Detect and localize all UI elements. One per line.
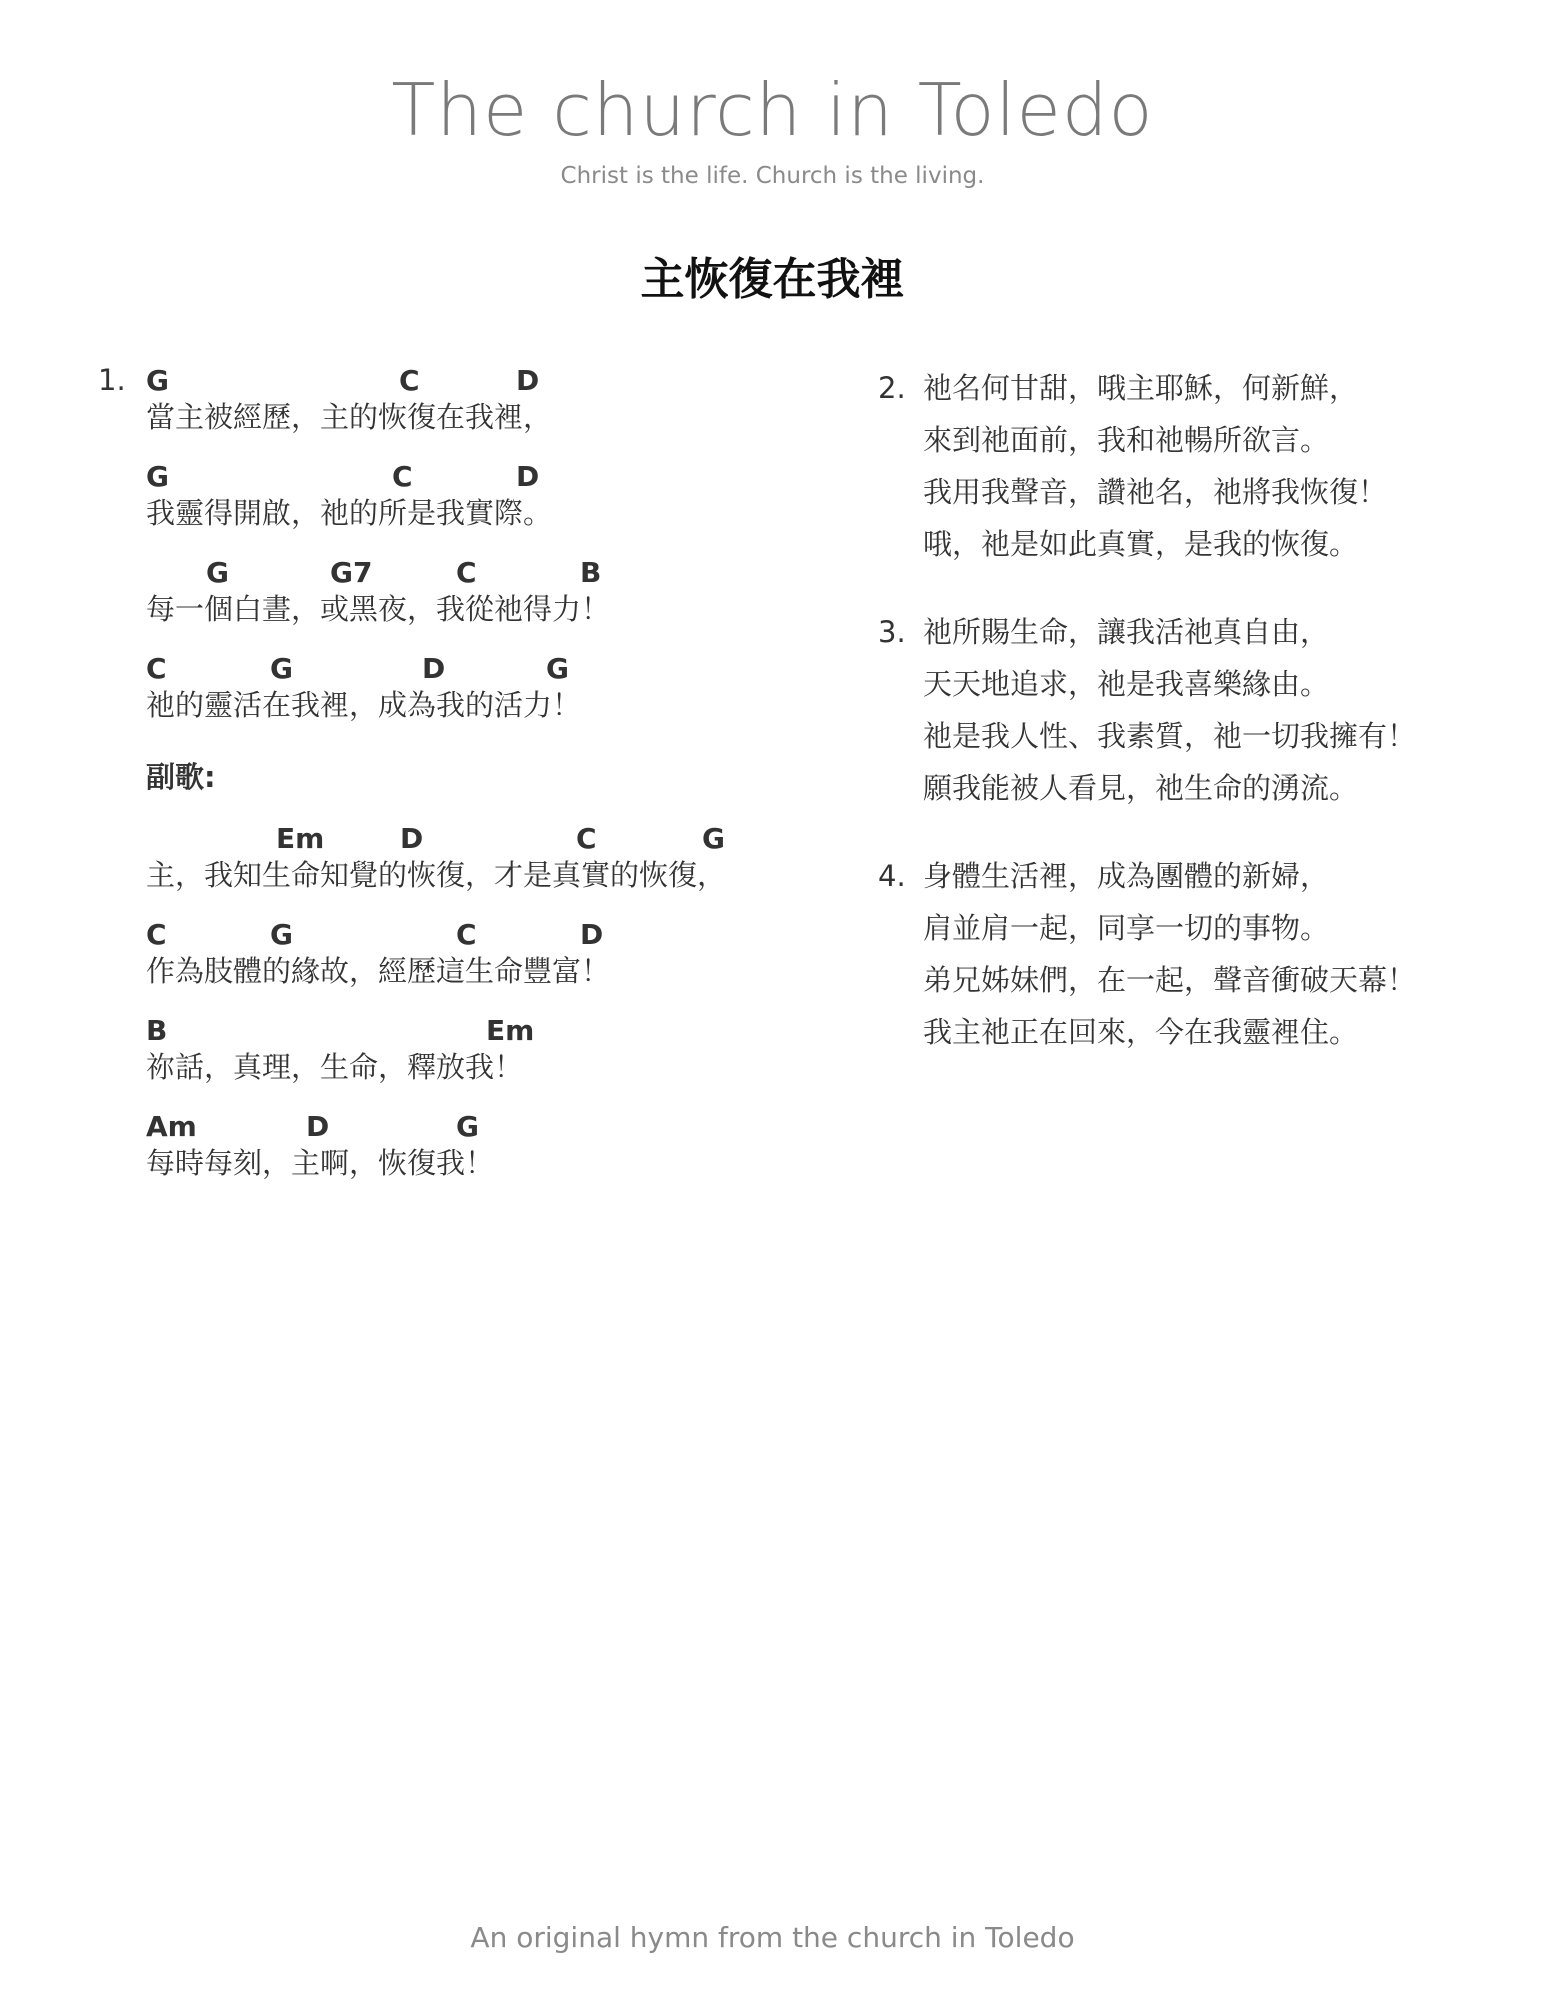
chord-row	[146, 363, 818, 399]
chord: B	[580, 556, 602, 589]
chord-row	[146, 459, 818, 495]
chord: G	[146, 364, 169, 397]
chord: D	[306, 1110, 330, 1143]
verse-number: 4.	[878, 859, 906, 893]
chord: G	[546, 652, 569, 685]
chord: G	[702, 822, 725, 855]
lyric-line: 來到祂面前，我和祂暢所欲言。	[923, 423, 1330, 457]
chord: C	[146, 918, 167, 951]
chord-lyric-line	[146, 555, 818, 627]
chord: B	[146, 1014, 168, 1047]
lyric-line: 我靈得開啟，祂的所是我實際。	[146, 496, 553, 530]
chord-row	[146, 917, 818, 953]
verse-number: 1.	[98, 363, 126, 397]
lyric-line: 祂的靈活在我裡，成為我的活力！	[146, 688, 582, 722]
verse-number: 3.	[878, 615, 906, 649]
lyric-line: 哦，祂是如此真實，是我的恢復。	[923, 527, 1359, 561]
lyric-line: 主，我知生命知覺的恢復，才是真實的恢復，	[146, 858, 727, 892]
lyric-line: 我用我聲音，讚祂名，祂將我恢復！	[923, 475, 1388, 509]
verses-2-to-4	[878, 362, 1518, 1094]
chord: D	[400, 822, 424, 855]
chord-row	[146, 555, 818, 591]
lyric-line: 祢話，真理，生命，釋放我！	[146, 1050, 524, 1084]
chord: Em	[486, 1014, 535, 1047]
chord-lyric-line	[146, 651, 818, 723]
church-name-title: The church in Toledo	[391, 68, 1154, 152]
verse-number: 2.	[878, 371, 906, 405]
lyric-line: 當主被經歷，主的恢復在我裡，	[146, 400, 553, 434]
chord: C	[399, 364, 420, 397]
church-tagline: Christ is the life. Church is the living.	[560, 163, 985, 189]
chord: G	[456, 1110, 479, 1143]
chord-lyric-line	[146, 1109, 818, 1181]
chord: G	[270, 918, 293, 951]
chord-row	[146, 821, 818, 857]
chord: G	[270, 652, 293, 685]
lyric-line: 天天地追求，祂是我喜樂緣由。	[923, 667, 1330, 701]
lyric-line: 願我能被人看見，祂生命的湧流。	[923, 771, 1359, 805]
chord: Am	[146, 1110, 197, 1143]
chord: D	[516, 460, 540, 493]
lyric-line: 弟兄姊妹們，在一起，聲音衝破天幕！	[923, 963, 1417, 997]
chord: C	[456, 918, 477, 951]
lyric-line: 每一個白晝，或黑夜，我從祂得力！	[146, 592, 611, 626]
chord: C	[576, 822, 597, 855]
verse-4	[878, 850, 1518, 1058]
chord: D	[580, 918, 604, 951]
chord: D	[516, 364, 540, 397]
footer-credit: An original hymn from the church in Toledo	[470, 1921, 1075, 1954]
chord: C	[456, 556, 477, 589]
verse-1-with-chords	[98, 363, 818, 1205]
chord: C	[392, 460, 413, 493]
lyric-line: 作為肢體的緣故，經歷這生命豐富！	[146, 954, 611, 988]
lyric-line: 我主祂正在回來，今在我靈裡住。	[923, 1015, 1359, 1049]
chord: Em	[276, 822, 325, 855]
chord-lyric-line	[146, 459, 818, 531]
lyric-line: 身體生活裡，成為團體的新婦，	[923, 859, 1330, 893]
chord-row	[146, 1013, 818, 1049]
verse-2	[878, 362, 1518, 570]
chord: G	[206, 556, 229, 589]
chord: C	[146, 652, 167, 685]
chorus-label: 副歌:	[146, 760, 216, 794]
lyric-line: 肩並肩一起，同享一切的事物。	[923, 911, 1330, 945]
chord: G	[146, 460, 169, 493]
chord: G7	[330, 556, 373, 589]
chord-lyric-line	[146, 821, 818, 893]
verse-3	[878, 606, 1518, 814]
chord-lyric-line	[146, 917, 818, 989]
chord: D	[422, 652, 446, 685]
song-title: 主恢復在我裡	[640, 254, 905, 305]
lyric-line: 祂名何甘甜，哦主耶穌，何新鮮，	[923, 371, 1359, 405]
chord-lyric-line	[146, 363, 818, 435]
chord-row	[146, 1109, 818, 1145]
lyric-line: 祂是我人性、我素質，祂一切我擁有！	[923, 719, 1417, 753]
chord-lyric-line	[146, 1013, 818, 1085]
chord-row	[146, 651, 818, 687]
lyric-line: 每時每刻，主啊，恢復我！	[146, 1146, 495, 1180]
lyric-line: 祂所賜生命，讓我活祂真自由，	[923, 615, 1330, 649]
